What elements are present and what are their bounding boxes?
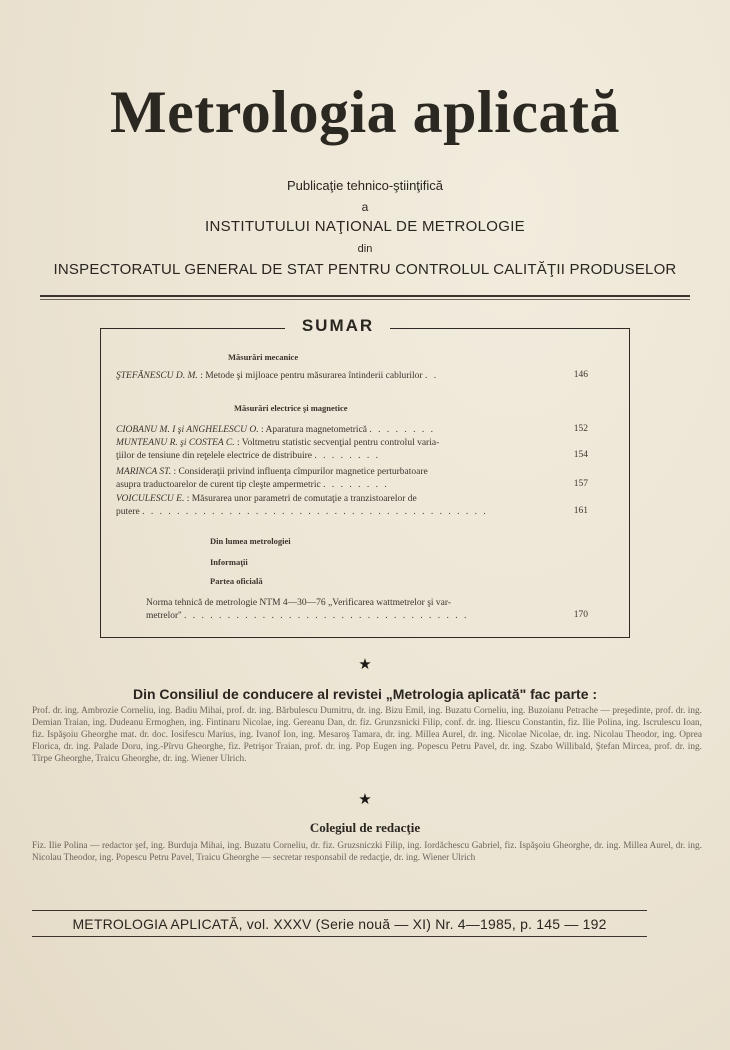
section-informatii: Informaţii — [210, 557, 248, 567]
toc-title: : Metode şi mijloace pentru măsurarea întinderii cablurilor — [200, 371, 423, 381]
council-members: Prof. dr. ing. Ambrozie Corneliu, ing. Badiu Mihai, prof. dr. ing. Bărbulescu Dumitru, dr. ing. Bizu Emil, ing. Buzatu Corneliu, ing. Buzoianu Petrache — preşedinte, prof. dr. ing. Demian Traian, ing. Dudeanu Ermoghen, ing. Fintinaru Nicolae, ing. Gereanu Dan, dr. fiz. Grunzsnicki Filip, conf. dr. ing. Iliescu Constantin, fiz. Ilie Polina, ing. Iscrulescu Ioan, fiz. Ispăşoiu Gheorghe mat. dr. doc. Iosifescu Marius, ing. Ivanof Ion, ing. Mesaroş Tamara, dr. ing. Millea Aurel, dr. ing. Nicolae Nicolae, dr. ing. Nicolau Theodor, ing. Oprea Florica, dr. ing. Palade Doru, ing.-Pîrvu Gheorghe, fiz. Petrişor Traian, prof. dr. ing. Pop Eugen ing. Popescu Petru Pavel, dr. ing. Szabo Willibald, Ştefan Mircea, prof. dr. ing. Tîrpe Gheorghe, Traicu Gheorghe, dr. ing. Wiener Ulrich. — [32, 706, 702, 765]
toc-author: CIOBANU M. I şi ANGHELESCU O. — [116, 425, 259, 435]
toc-entry-4[interactable]: MARINCA ST. : Consideraţii privind influenţa cîmpurilor magnetice perturbatoare asupra traductoarelor de curent tip cleşte ampermetric . . . . . . . . — [116, 467, 428, 490]
inspectorate-name: INSPECTORATUL GENERAL DE STAT PENTRU CONTROLUL CALITĂŢII PRODUSELOR — [53, 261, 677, 278]
toc-entry-6[interactable]: Norma tehnică de metrologie NTM 4—30—76 „Verificarea wattmetrelor şi var- metrelor'' . . . . . . . . . . . . . . . . . . . . . . . . . . . . . . . . . — [146, 598, 469, 621]
toc-page-3: 154 — [573, 450, 588, 460]
section-partea-oficiala: Partea oficială — [210, 576, 263, 586]
toc-author: MUNTEANU R. şi COSTEA C. — [116, 438, 235, 448]
toc-page-6: 170 — [573, 610, 588, 620]
issue-footer: METROLOGIA APLICATĂ, vol. XXXV (Serie nouă — XI) Nr. 4—1985, p. 145 — 192 — [72, 916, 607, 932]
toc-title-cont: asupra traductoarelor de curent tip cleşte ampermetric — [116, 480, 321, 490]
section-din-lumea-metrologiei: Din lumea metrologiei — [210, 536, 291, 546]
section-masurari-mecanice: Măsurări mecanice — [228, 352, 299, 362]
journal-masthead: Metrologia aplicată — [110, 79, 620, 145]
toc-page-1: 146 — [573, 370, 588, 380]
toc-entry-1[interactable]: ŞTEFĂNESCU D. M. : Metode şi mijloace pentru măsurarea întinderii cablurilor . . — [116, 371, 439, 381]
institute-name: INSTITUTULUI NAŢIONAL DE METROLOGIE — [205, 218, 525, 235]
toc-title: : Voltmetru statistic secvenţial pentru controlul varia- — [236, 438, 440, 448]
toc-title: : Aparatura magnetometrică — [260, 425, 368, 435]
publication-type: Publicaţie tehnico-ştiinţifică — [286, 178, 444, 193]
section-masurari-electrice: Măsurări electrice şi magnetice — [234, 403, 348, 413]
toc-title: : Măsurarea unor parametri de comutaţie a tranzistoarelor de — [186, 494, 417, 504]
toc-page-5: 161 — [573, 506, 588, 516]
toc-title-cont: putere — [116, 507, 140, 517]
sumar-title: SUMAR — [301, 316, 375, 335]
toc-author: MARINCA ST. — [116, 467, 172, 477]
council-heading: Din Consiliul de conducere al revistei „Metrologia aplicată" fac parte : — [132, 686, 598, 702]
footer-rule-top — [32, 910, 647, 911]
subtitle-a: a — [361, 200, 369, 214]
toc-page-4: 157 — [573, 479, 588, 489]
toc-page-2: 152 — [573, 424, 588, 434]
toc-author: VOICULESCU E. — [116, 494, 185, 504]
toc-entry-3[interactable]: MUNTEANU R. şi COSTEA C. : Voltmetru statistic secvenţial pentru controlul varia- ţiilor de tensiune din reţelele electrice de distribuire . . . . . . . . — [116, 438, 440, 461]
toc-entry-5[interactable]: VOICULESCU E. : Măsurarea unor parametri de comutaţie a tranzistoarelor de putere . . . . . . . . . . . . . . . . . . . . . . . . . . . . . . . . . . . . . . . . — [116, 494, 488, 517]
toc-title: : Consideraţii privind influenţa cîmpurilor magnetice perturbatoare — [173, 467, 428, 477]
toc-title-cont: metrelor'' — [146, 611, 182, 621]
sumar-box-top-left — [100, 328, 285, 329]
header-rule — [40, 295, 690, 297]
sumar-box-top-right — [390, 328, 630, 329]
toc-author: ŞTEFĂNESCU D. M. — [116, 371, 198, 381]
toc-title: Norma tehnică de metrologie NTM 4—30—76 „Verificarea wattmetrelor şi var- — [146, 598, 452, 608]
editorial-board-members: Fiz. Ilie Polina — redactor şef, ing. Burduja Mihai, ing. Buzatu Corneliu, dr. fiz. Gruzsniczki Filip, ing. Iordăchescu Gabriel, fiz. Ispăşoiu Gheorghe, dr. ing. Millea Aurel, dr. ing. Nicolau Theodor, ing. Popescu Petru Pavel, Traicu Gheorghe — secretar responsabil de redacţie, dr. ing. Wiener Ulrich — [32, 841, 702, 864]
toc-title-cont: ţiilor de tensiune din reţelele electrice de distribuire — [116, 451, 312, 461]
star-separator-1: ★ — [358, 657, 372, 673]
header-rule-thin — [40, 299, 690, 300]
footer-rule-bottom — [32, 936, 647, 937]
toc-entry-2[interactable]: CIOBANU M. I şi ANGHELESCU O. : Aparatura magnetometrică . . . . . . . . — [116, 425, 436, 435]
subtitle-din: din — [357, 243, 373, 255]
star-separator-2: ★ — [358, 792, 372, 808]
editorial-board-heading: Colegiul de redacţie — [309, 820, 421, 835]
